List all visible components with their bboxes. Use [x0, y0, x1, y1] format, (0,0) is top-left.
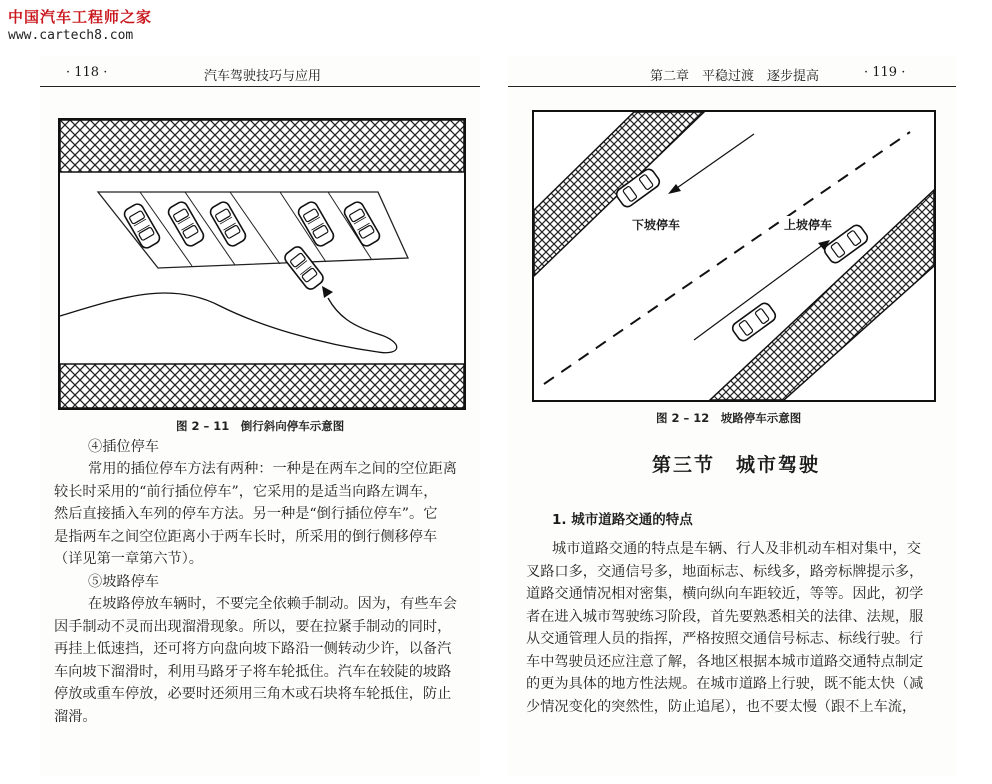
paragraph-line: 者在进入城市驾驶练习阶段，首先要熟悉相关的法律、法规，服 [526, 609, 924, 625]
figure-slope-parking-diagram [532, 110, 936, 402]
figure-caption-2-12: 图 2 – 12 坡路停车示意图 [656, 411, 802, 425]
paragraph-line: （详见第一章第六节）。 [54, 551, 203, 567]
slope-parking-illustration [534, 112, 934, 400]
figure-caption-2-11: 图 2 – 11 倒行斜向停车示意图 [176, 419, 345, 433]
left-page-header-title: 汽车驾驶技巧与应用 [204, 69, 322, 84]
left-page [40, 56, 480, 776]
right-page [508, 56, 956, 776]
label-downhill-parking: 下坡停车 [632, 218, 681, 232]
watermark-site-name: 中国汽车工程师之家 [8, 8, 153, 26]
path-arrowhead-icon [322, 286, 333, 298]
right-page-header-title: 第二章 平稳过渡 逐步提高 [650, 69, 820, 84]
paragraph-line: 溜滑。 [54, 709, 97, 725]
right-page-header [508, 62, 956, 87]
paragraph-line: 常用的插位停车方法有两种：一种是在两车之间的空位距离 [88, 461, 457, 477]
paragraph-line: 再挂上低速挡，还可将方向盘向坡下路沿一侧转动少许，以备汽 [54, 641, 452, 657]
paragraph-line: 停放或重车停放，必要时还须用三角木或石块将车轮抵住，防止 [54, 686, 452, 702]
paragraph-line: 较长时采用的“前行插位停车”，它采用的是适当向路左调车， [54, 484, 438, 500]
paragraph-line: 车中驾驶员还应注意了解，各地区根据本城市道路交通特点制定 [526, 654, 924, 670]
left-page-number: · 118 · [66, 65, 108, 80]
paragraph-line: 从交通管理人员的指挥，严格按照交通信号标志、标线行驶。行 [526, 631, 924, 647]
angled-parking-illustration [60, 120, 464, 408]
paragraph-line: 少情况变化的突然性，防止追尾），也不要太慢（跟不上车流， [526, 699, 917, 715]
paragraph-line: 车向坡下溜滑时，利用马路牙子将车轮抵住。汽车在较陡的坡路 [54, 664, 452, 680]
downhill-arrowhead-icon [668, 184, 681, 194]
section-title: 第三节 城市驾驶 [652, 454, 821, 476]
reverse-path-curve [60, 293, 397, 353]
paragraph-line: 的更为具体的地方性法规。在城市道路上行驶，既不能太快（减 [526, 676, 924, 692]
paragraph-line: 因手制动不灵而出现溜滑现象。所以，要在拉紧手制动的同时， [54, 619, 452, 635]
parked-car-2-icon [166, 200, 205, 248]
paragraph-line: 在坡路停放车辆时，不要完全依赖手制动。因为，有些车会 [88, 596, 457, 612]
paragraph-line: 城市道路交通的特点是车辆、行人及非机动车相对集中，交 [552, 541, 921, 557]
left-page-header [40, 62, 480, 87]
paragraph-line: 叉路口多，交通信号多，地面标志、标线多，路旁标牌提示多， [526, 564, 924, 580]
right-page-number: · 119 · [864, 65, 906, 80]
figure-angled-parking-diagram [58, 118, 466, 410]
watermark-url: www.cartech8.com [8, 28, 134, 43]
paragraph-line: ⑤坡路停车 [88, 574, 159, 590]
paragraph-line: 道路交通情况相对密集，横向纵向车距较近，等等。因此，初学 [526, 586, 924, 602]
downhill-arrow [674, 134, 754, 190]
paragraph-line: 然后直接插入车列的停车方法。另一种是“倒行插位停车”。它 [54, 506, 438, 522]
label-uphill-parking: 上坡停车 [784, 218, 833, 232]
parked-car-1-icon [122, 202, 161, 250]
parked-car-4-icon [296, 200, 335, 248]
parked-car-3-icon [208, 200, 247, 248]
paragraph-line: 是指两车之间空位距离小于两车长时，所采用的倒行侧移停车 [54, 529, 438, 545]
paragraph-line: ④插位停车 [88, 439, 159, 455]
subsection-title: 1. 城市道路交通的特点 [552, 512, 693, 528]
